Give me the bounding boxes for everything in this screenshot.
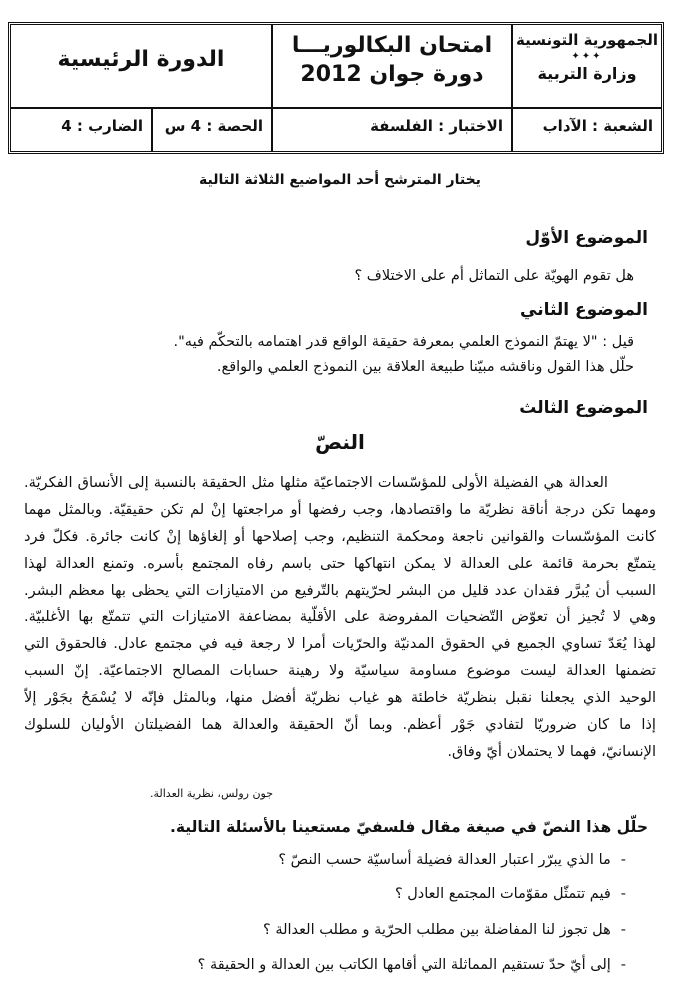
text-line: يتمتّع بحرمة قائمة على العدالة لا يمكن انتهاكها حتى باسم رفاه المجتمع بأسره. وتمنع العدالة لهذا	[24, 554, 656, 572]
duration-label: الحصة : 4 س	[151, 107, 271, 151]
session-date: دورة جوان 2012	[300, 62, 484, 87]
session-type: الدورة الرئيسية	[57, 47, 225, 72]
text-line: وهي لا تُجيز أن تعوّض التّضحيات المفروضة على الأقلّية بمضاعفة الامتيازات التي تتمتّع بها الأغلبيّة.	[24, 608, 656, 626]
dash-bullet: -	[620, 852, 626, 868]
question-text: هل تجوز لنا المفاضلة بين مطلب الحرّية و مطلب العدالة ؟	[263, 922, 611, 938]
subject1-question: هل تقوم الهويّة على التماثل أم على الاختلاف ؟	[354, 268, 634, 284]
text-line: الإنسانيّ، فهما لا يحتملان أيّ وفاق.	[447, 742, 656, 760]
republic-label: الجمهورية التونسية	[516, 31, 658, 49]
text-line: العدالة هي الفضيلة الأولى للمؤسّسات الاجتماعيّة مثلها مثل الحقيقة بالنسبة إلى الأنساق الفكريّة.	[24, 474, 608, 491]
subject2-quote: قيل : "لا يهتمّ النموذج العلمي بمعرفة حقيقة الواقع قدر اهتمامه بالتحكّم فيه".	[173, 334, 634, 350]
guiding-question	[278, 852, 626, 868]
coefficient-label: الضارب : 4	[61, 117, 143, 135]
test-label: الاختبار : الفلسفة	[271, 107, 511, 151]
ministry-cell	[511, 25, 661, 107]
guiding-question	[395, 886, 626, 902]
dash-bullet: -	[620, 922, 626, 938]
dash-bullet: -	[620, 957, 626, 973]
text-title: النصّ	[315, 430, 365, 454]
subject1-heading: الموضوع الأوّل	[525, 228, 648, 248]
text-line: تضمنها العدالة ليست موضوع مساومة سياسيّة ولا رهينة حسابات المصالح الاجتماعيّة. إنّ السبب	[24, 662, 656, 680]
header-top-row	[11, 25, 661, 109]
exam-title: امتحان البكالوريـــا	[291, 33, 493, 58]
instruction: يختار المترشح أحد المواضيع الثلاثة التالية	[199, 172, 481, 188]
text-body	[24, 470, 656, 766]
question-text: إلى أيّ حدّ تستقيم المماثلة التي أقامها الكاتب بين العدالة و الحقيقة ؟	[197, 957, 611, 973]
stars-icon: ✦✦✦	[571, 51, 603, 62]
question-text: ما الذي يبرّر اعتبار العدالة فضيلة أساسيّة حسب النصّ ؟	[278, 852, 611, 868]
text-line: لهذا يُعَدّ تساوي الجميع في الحقوق المدنيّة والحرّيات أمرا لا رجعة فيه في مجتمع عادل. فالحقوق التي	[24, 635, 656, 653]
header-info-row	[11, 107, 661, 151]
session-type-cell	[11, 25, 271, 107]
text-line: إذا ما كان ضروريّا لتفادي جَوْر أعظم. وبما أنّ الحقيقة والعدالة هما الفضيلتان الأوليان للسلوك	[24, 716, 656, 734]
ministry-label: وزارة التربية	[537, 64, 637, 83]
exam-title-cell	[271, 25, 511, 107]
subject2-instruction: حلّل هذا القول وناقشه مبيّنا طبيعة العلاقة بين النموذج العلمي والواقع.	[216, 359, 634, 375]
question-text: فيم تتمثّل مقوّمات المجتمع العادل ؟	[394, 886, 611, 902]
text-line: كانت المؤسّسات والقوانين ناجعة ومحكمة التنظيم، وجب إصلاحها أو إلغاؤها إنْ كانت جائرة. فكلّ فرد	[24, 527, 656, 545]
subject3-heading: الموضوع الثالث	[519, 398, 648, 418]
dash-bullet: -	[620, 886, 626, 902]
subject2-heading: الموضوع الثاني	[520, 300, 648, 320]
author-citation: جون رولس، نظرية العدالة.	[150, 787, 274, 800]
branch-label: الشعبة : الآداب	[511, 107, 661, 151]
guiding-question	[263, 922, 626, 938]
text-line: السبب أن يُبرَّر فقدان عدد قليل من البشر لحرّيتهم بالتّرفيع من الامتيازات التي يحظى بها معظم البشر.	[24, 581, 656, 599]
exam-header	[8, 22, 664, 154]
text-line: الوحيد الذي يجعلنا نقبل بنظريّة خاطئة هو غياب نظريّة أفضل منها، وبالمثل فإنّه لا يُسْمَحُ بجَوْر إلاّ	[24, 689, 656, 707]
task-instruction: حلّل هذا النصّ في صيغة مقال فلسفيّ مستعينا بالأسئلة التالية.	[169, 818, 648, 836]
guiding-question	[198, 957, 626, 973]
text-line: ومهما تكن درجة أناقة نظريّة ما واقتصادها، وجب رفضها أو مراجعتها إنْ لم تكن حقيقيّة. وبالمثل مهما	[24, 500, 656, 518]
